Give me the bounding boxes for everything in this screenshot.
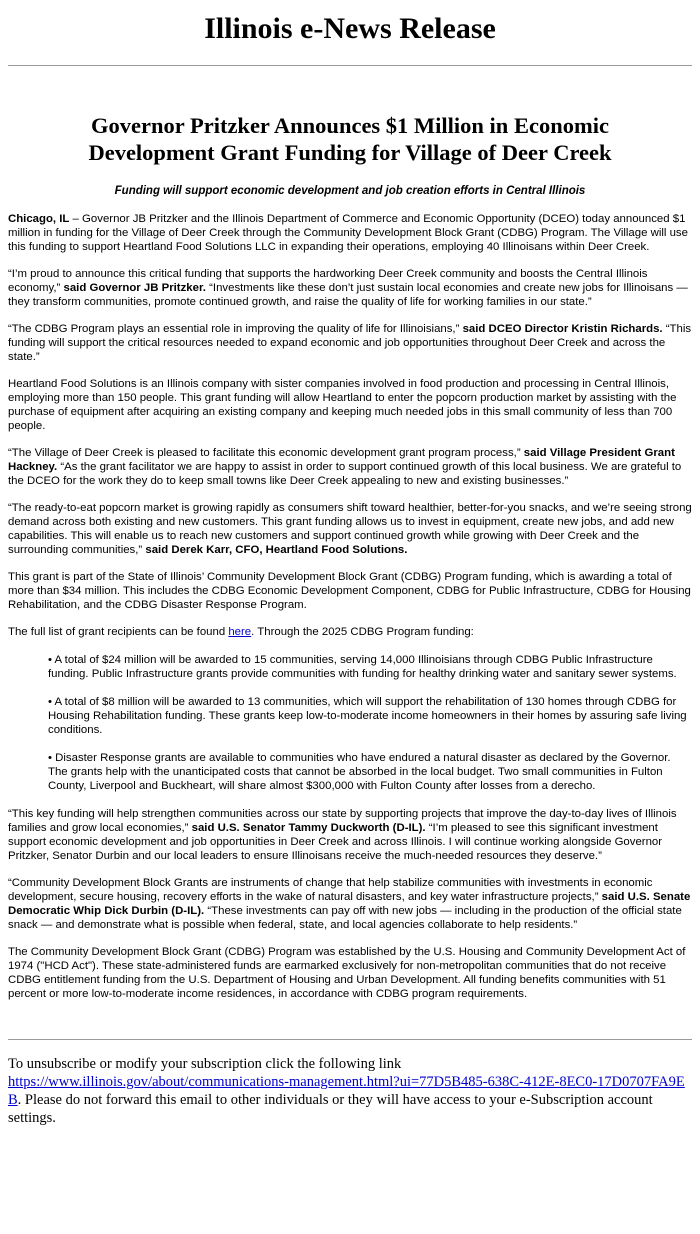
- paragraph-intro: Chicago, IL – Governor JB Pritzker and the Illinois Department of Commerce and Economic Opportunity (DCEO) today announced $1 million in funding for the Village of Deer Creek through the Community Development Block Grant (CDBG) Program. The Village will use this funding to support Heartland Food Solutions LLC in expanding their operations, employing 40 Illinoisans within Deer Creek.: [8, 213, 688, 253]
- footer-intro: To unsubscribe or modify your subscription click the following link: [8, 1056, 402, 1072]
- footer-divider: [8, 1039, 692, 1040]
- paragraph-program-background: The Community Development Block Grant (CDBG) Program was established by the U.S. Housing and Community Development Act of 1974 ("HCD Act"). These state-administered funds are earmarked exclusively for non-metropolitan communities that do not receive CDBG entitlement funding from the U.S. Department of Housing and Urban Development. All funding benefits communities with 51 percent or more low-to-moderate income residences, in accordance with CDBG program requirements.: [8, 946, 686, 1000]
- speaker-attribution: said U.S. Senator Tammy Duckworth (D-IL).: [191, 822, 426, 834]
- dateline: Chicago, IL: [8, 213, 70, 225]
- speaker-attribution: said Derek Karr, CFO, Heartland Food Solutions.: [145, 544, 408, 556]
- paragraph-recipients: The full list of grant recipients can be found here. Through the 2025 CDBG Program funding:: [8, 626, 474, 638]
- paragraph-quote-durbin: “Community Development Block Grants are instruments of change that help stabilize communities with investments in economic development, secure housing, recovery efforts in the wake of natural disasters, and key water infrastructure projects,” said U.S. Senate Democratic Whip Dick Durbin (D-IL). “These investments can pay off with new jobs — including in the production of the official state snack — and demonstrate what is possible when federal, state, and local agencies collaborate to help residents.”: [8, 877, 691, 931]
- masthead-divider: [8, 65, 692, 66]
- paragraph-quote-duckworth: “This key funding will help strengthen communities across our state by supporting projects that improve the day-to-day lives of Illinois families and grow local economies,” said U.S. Senator Tammy Duckworth (D-IL). “I’m pleased to see this significant investment support economic development and job opportunities in Deer Creek and across Illinois. I will continue working alongside Governor Pritzker, Senator Durbin and our local leaders to ensure Illinoisans receive the much-needed resources they deserve.”: [8, 808, 677, 862]
- footer-outro: . Please do not forward this email to other individuals or they will have access to your e-Subscription account settings.: [8, 1092, 653, 1126]
- speaker-attribution: said Village President Grant Hackney.: [8, 447, 675, 473]
- speaker-attribution: said DCEO Director Kristin Richards.: [462, 323, 663, 335]
- speaker-attribution: said Governor JB Pritzker.: [63, 282, 206, 294]
- list-item: • A total of $24 million will be awarded to 15 communities, serving 14,000 Illinoisians through CDBG Public Infrastructure funding. Public Infrastructure grants provide communities with funding for healthy drinking water and sanitary sewer systems.: [48, 654, 677, 680]
- paragraph-quote-governor: “I’m proud to announce this critical funding that supports the hardworking Deer Creek community and boosts the Central Illinois economy,” said Governor JB Pritzker. “Investments like these don’t just sustain local economies and create new jobs for Illinoisans — they transform communities, promote continued growth, and raise the quality of life for working families in our state.”: [8, 268, 688, 308]
- funding-bullet-list: [8, 653, 692, 793]
- subscription-management-link[interactable]: https://www.illinois.gov/about/communications-management.html?ui=77D5B485-638C-412E-8EC0-17D0707FA9EB: [8, 1074, 685, 1108]
- masthead-title: Illinois e-News Release: [204, 12, 496, 45]
- speaker-attribution: said U.S. Senate Democratic Whip Dick Durbin (D-IL).: [8, 891, 691, 917]
- press-release-headline: Governor Pritzker Announces $1 Million in Economic Development Grant Funding for Village of Deer Creek: [88, 113, 612, 165]
- paragraph-program-funding: This grant is part of the State of Illinois’ Community Development Block Grant (CDBG) Program funding, which is awarding a total of more than $34 million. This includes the CDBG Economic Development Component, CDBG for Public Infrastructure, CDBG for Housing Rehabilitation, and the CDBG Disaster Response Program.: [8, 571, 691, 611]
- paragraph-company-info: Heartland Food Solutions is an Illinois company with sister companies involved in food production and processing in Central Illinois, employing more than 150 people. This grant funding will allow Heartland to enter the popcorn production market by assisting with the purchase of equipment after acquiring an existing company and keeping much needed jobs in this small community of less than 700 people.: [8, 378, 677, 432]
- recipients-link[interactable]: here: [228, 626, 252, 638]
- press-release-subhead: Funding will support economic development and job creation efforts in Central Illinois: [114, 185, 586, 197]
- list-item: • Disaster Response grants are available to communities who have endured a natural disaster as declared by the Governor. The grants help with the unanticipated costs that cannot be absorbed in the local budget. Two small communities in Fulton County, Liverpool and Buckheart, will share almost $300,000 with Fulton County after losses from a derecho.: [48, 752, 671, 792]
- paragraph-quote-village-president: “The Village of Deer Creek is pleased to facilitate this economic development grant program process,” said Village President Grant Hackney. “As the grant facilitator we are happy to assist in order to support continued growth of this local business. We are grateful to the DCEO for the work they do to keep small towns like Deer Creek appealing to new and existing businesses.”: [8, 447, 682, 487]
- press-release-body: [8, 212, 692, 1001]
- paragraph-quote-dceo: “The CDBG Program plays an essential role in improving the quality of life for Illinoisians,” said DCEO Director Kristin Richards. “This funding will support the critical resources needed to expand economic and job opportunities throughout Deer Creek and across the state.”: [8, 323, 692, 363]
- list-item: • A total of $8 million will be awarded to 13 communities, which will support the rehabilitation of 130 homes through CDBG for Housing Rehabilitation funding. These grants keep low-to-moderate income homeowners in their homes by assuring safe living conditions.: [48, 696, 687, 736]
- unsubscribe-footer: [8, 1055, 692, 1127]
- paragraph-quote-cfo: “The ready-to-eat popcorn market is growing rapidly as consumers shift toward healthier, better-for-you snacks, and we’re seeing strong demand across both existing and new customers. This grant funding allows us to invest in equipment, create new jobs, and add new capabilities. This will enable us to reach new customers and support continued growth while growing with Deer Creek and the surrounding communities,” said Derek Karr, CFO, Heartland Food Solutions.: [8, 502, 692, 556]
